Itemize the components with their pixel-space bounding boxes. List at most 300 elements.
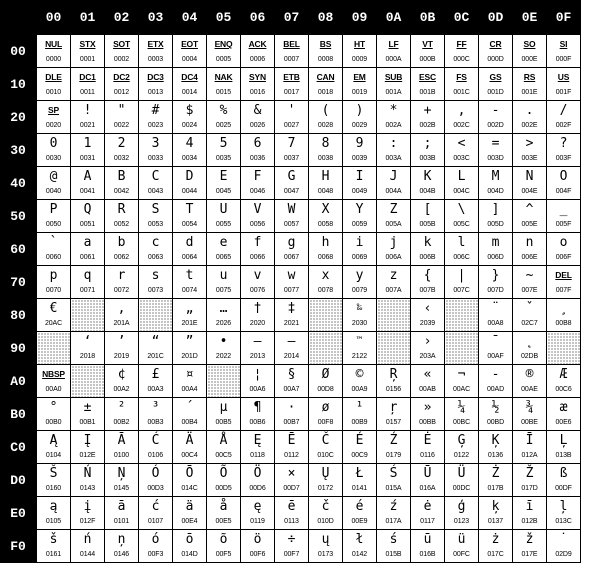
char-cell xyxy=(513,365,547,398)
control-abbreviation: BS xyxy=(319,39,332,49)
char-glyph: Š xyxy=(49,466,58,481)
column-header: 0C xyxy=(445,0,479,35)
char-cell xyxy=(343,266,377,299)
control-abbreviation: FS xyxy=(456,72,467,82)
char-glyph: Ó xyxy=(151,466,160,481)
char-code: 00C5 xyxy=(215,452,232,459)
char-cell xyxy=(343,134,377,167)
char-code: 0002 xyxy=(113,56,130,63)
control-abbreviation: EM xyxy=(353,72,366,82)
char-glyph: = xyxy=(491,136,500,151)
char-glyph: s xyxy=(151,268,160,283)
char-code: 0079 xyxy=(351,287,368,294)
column-header: 06 xyxy=(241,0,275,35)
char-cell xyxy=(445,530,479,563)
char-code: 016B xyxy=(419,551,436,558)
char-cell xyxy=(411,332,445,365)
char-glyph: z xyxy=(389,268,398,283)
char-code: 2020 xyxy=(249,320,266,327)
char-code: 00AE xyxy=(521,386,538,393)
char-code: 0074 xyxy=(181,287,198,294)
char-glyph: æ xyxy=(559,400,568,415)
char-glyph: | xyxy=(457,268,466,283)
char-cell xyxy=(207,431,241,464)
char-code: 0146 xyxy=(113,551,130,558)
char-cell xyxy=(445,497,479,530)
char-code: 00F8 xyxy=(317,419,334,426)
char-cell xyxy=(547,200,581,233)
char-cell xyxy=(377,233,411,266)
char-cell xyxy=(547,134,581,167)
char-code: 005A xyxy=(385,221,402,228)
char-code: 0001 xyxy=(79,56,96,63)
char-glyph: L xyxy=(457,169,466,184)
char-cell xyxy=(173,398,207,431)
char-code: 00B2 xyxy=(113,419,130,426)
char-code: 0161 xyxy=(45,551,62,558)
char-glyph: ¨ xyxy=(491,301,500,316)
char-code: 000F xyxy=(555,56,572,63)
row-header: F0 xyxy=(0,530,37,563)
char-glyph: U xyxy=(219,202,228,217)
char-cell xyxy=(241,431,275,464)
char-cell xyxy=(513,35,547,68)
char-glyph: Ū xyxy=(423,466,432,481)
char-cell xyxy=(343,398,377,431)
char-code: 0016 xyxy=(249,89,266,96)
char-code: 017C xyxy=(487,551,504,558)
char-code: 001B xyxy=(419,89,436,96)
char-cell xyxy=(139,530,173,563)
char-glyph: ` xyxy=(49,235,58,250)
char-code: 0055 xyxy=(215,221,232,228)
char-cell xyxy=(547,233,581,266)
char-code: 00AD xyxy=(486,386,505,393)
char-cell xyxy=(275,167,309,200)
char-glyph: Ż xyxy=(491,466,500,481)
char-code: 201C xyxy=(147,353,164,360)
column-header: 0B xyxy=(411,0,445,35)
char-glyph: ž xyxy=(525,532,534,547)
control-abbreviation: ACK xyxy=(248,39,267,49)
char-cell xyxy=(547,431,581,464)
char-cell xyxy=(445,35,479,68)
control-abbreviation: RS xyxy=(523,72,536,82)
control-abbreviation: NUL xyxy=(45,39,62,49)
row-header: D0 xyxy=(0,464,37,497)
char-code: 00E6 xyxy=(555,419,572,426)
column-header: 0F xyxy=(547,0,581,35)
char-glyph: t xyxy=(185,268,194,283)
char-cell xyxy=(343,233,377,266)
char-cell xyxy=(479,101,513,134)
char-glyph: G xyxy=(287,169,296,184)
char-glyph: . xyxy=(525,103,534,118)
char-cell xyxy=(377,167,411,200)
char-code: 0050 xyxy=(45,221,62,228)
char-code: 0030 xyxy=(45,155,62,162)
char-code: 006B xyxy=(419,254,436,261)
char-code: 0101 xyxy=(113,518,130,525)
char-cell xyxy=(37,68,71,101)
char-glyph: 5 xyxy=(219,136,228,151)
char-cell xyxy=(139,233,173,266)
char-code: 005D xyxy=(487,221,504,228)
control-abbreviation: SOT xyxy=(113,39,130,49)
char-cell xyxy=(479,68,513,101)
char-cell xyxy=(71,431,105,464)
char-code: 02D9 xyxy=(555,551,572,558)
char-glyph: ’ xyxy=(117,334,126,349)
char-cell xyxy=(377,101,411,134)
control-abbreviation: SP xyxy=(48,105,59,115)
char-cell xyxy=(241,35,275,68)
char-code: 016A xyxy=(419,485,436,492)
control-abbreviation: ESC xyxy=(419,72,436,82)
char-code: 0018 xyxy=(317,89,334,96)
char-code: 0048 xyxy=(317,188,334,195)
row-header: 80 xyxy=(0,299,37,332)
char-glyph: › xyxy=(423,334,432,349)
char-glyph: « xyxy=(423,367,432,382)
char-glyph: " xyxy=(117,103,126,118)
char-cell xyxy=(513,101,547,134)
char-cell xyxy=(309,398,343,431)
char-code: 007C xyxy=(453,287,470,294)
char-code: 203A xyxy=(419,353,436,360)
char-cell xyxy=(445,134,479,167)
column-header: 0D xyxy=(479,0,513,35)
char-code: 015B xyxy=(385,551,402,558)
char-glyph: E xyxy=(219,169,228,184)
char-glyph: ź xyxy=(389,499,398,514)
char-cell xyxy=(479,365,513,398)
undefined-cell xyxy=(139,299,173,332)
char-glyph: ˛ xyxy=(525,334,534,349)
char-cell xyxy=(275,464,309,497)
char-glyph: H xyxy=(321,169,330,184)
char-glyph: ę xyxy=(253,499,262,514)
char-code: 0010 xyxy=(45,89,62,96)
char-code: 017A xyxy=(385,518,402,525)
char-code: 006A xyxy=(385,254,402,261)
char-code: 0077 xyxy=(283,287,300,294)
char-glyph: Ļ xyxy=(559,433,568,448)
char-glyph: Ė xyxy=(423,433,432,448)
char-cell xyxy=(37,365,71,398)
char-glyph: % xyxy=(219,103,228,118)
char-glyph: ö xyxy=(253,532,262,547)
table-body xyxy=(0,35,581,563)
char-glyph: Ę xyxy=(253,433,262,448)
column-header: 09 xyxy=(343,0,377,35)
char-cell xyxy=(547,299,581,332)
char-code: 00F5 xyxy=(215,551,232,558)
table-row xyxy=(0,365,581,398)
char-glyph: / xyxy=(559,103,568,118)
char-glyph: ¾ xyxy=(525,400,534,415)
undefined-cell xyxy=(207,365,241,398)
char-glyph: Q xyxy=(83,202,92,217)
char-cell xyxy=(37,101,71,134)
char-glyph: Ö xyxy=(253,466,262,481)
char-code: 0072 xyxy=(113,287,130,294)
char-cell xyxy=(37,134,71,167)
char-code: 0137 xyxy=(487,518,504,525)
char-cell xyxy=(105,233,139,266)
undefined-cell xyxy=(309,332,343,365)
char-glyph: h xyxy=(321,235,330,250)
char-glyph: † xyxy=(253,301,262,316)
char-code: 00D6 xyxy=(249,485,266,492)
char-glyph: č xyxy=(321,499,330,514)
table-row xyxy=(0,299,581,332)
char-code: 0143 xyxy=(79,485,96,492)
char-cell xyxy=(173,365,207,398)
char-glyph: O xyxy=(559,169,568,184)
char-cell xyxy=(309,497,343,530)
char-code: 0069 xyxy=(351,254,368,261)
char-glyph: 0 xyxy=(49,136,58,151)
char-cell xyxy=(105,464,139,497)
char-glyph: Z xyxy=(389,202,398,217)
char-cell xyxy=(139,134,173,167)
char-code: 2030 xyxy=(351,320,368,327)
char-cell xyxy=(479,134,513,167)
column-header: 0E xyxy=(513,0,547,35)
row-header: C0 xyxy=(0,431,37,464)
char-cell xyxy=(71,167,105,200)
char-cell xyxy=(37,266,71,299)
char-cell xyxy=(377,35,411,68)
char-code: 00BE xyxy=(521,419,538,426)
char-cell xyxy=(309,200,343,233)
char-glyph: Į xyxy=(83,433,92,448)
char-code: 017E xyxy=(521,551,538,558)
char-cell xyxy=(241,233,275,266)
char-cell xyxy=(275,398,309,431)
char-code: 2021 xyxy=(283,320,300,327)
char-cell xyxy=(445,233,479,266)
char-code: 0104 xyxy=(45,452,62,459)
char-code: 015A xyxy=(385,485,402,492)
char-glyph: į xyxy=(83,499,92,514)
char-glyph: Ē xyxy=(287,433,296,448)
char-code: 00A0 xyxy=(45,386,62,393)
char-code: 0059 xyxy=(351,221,368,228)
char-cell xyxy=(139,266,173,299)
undefined-cell xyxy=(71,365,105,398)
char-code: 0044 xyxy=(181,188,198,195)
char-cell xyxy=(479,167,513,200)
char-cell xyxy=(309,530,343,563)
char-code: 0179 xyxy=(385,452,402,459)
char-cell xyxy=(173,266,207,299)
char-code: 0015 xyxy=(215,89,232,96)
char-cell xyxy=(479,332,513,365)
char-cell xyxy=(241,134,275,167)
char-cell xyxy=(513,299,547,332)
char-code: 00BB xyxy=(419,419,436,426)
char-glyph: S xyxy=(151,202,160,217)
char-code: 007A xyxy=(385,287,402,294)
char-code: 00A2 xyxy=(113,386,130,393)
char-cell xyxy=(445,101,479,134)
char-code: 0113 xyxy=(284,518,299,525)
char-glyph: 1 xyxy=(83,136,92,151)
char-glyph: å xyxy=(219,499,228,514)
char-cell xyxy=(343,68,377,101)
char-cell xyxy=(173,68,207,101)
char-code: 0106 xyxy=(147,452,164,459)
char-code: 0023 xyxy=(147,122,164,129)
char-code: 002C xyxy=(453,122,470,129)
char-glyph: Ŗ xyxy=(389,367,398,382)
char-code: 0073 xyxy=(147,287,164,294)
char-cell xyxy=(513,167,547,200)
char-cell xyxy=(309,431,343,464)
char-code: 0141 xyxy=(351,485,368,492)
row-header: 90 xyxy=(0,332,37,365)
char-code: 2013 xyxy=(249,353,266,360)
char-code: 0173 xyxy=(317,551,334,558)
char-glyph: ń xyxy=(83,532,92,547)
char-glyph: i xyxy=(355,235,364,250)
char-code: 0028 xyxy=(317,122,334,129)
char-glyph: ż xyxy=(491,532,500,547)
char-cell xyxy=(37,299,71,332)
char-code: 0007 xyxy=(283,56,300,63)
char-glyph: J xyxy=(389,169,398,184)
char-cell xyxy=(241,68,275,101)
char-glyph: » xyxy=(423,400,432,415)
control-abbreviation: DEL xyxy=(555,270,572,280)
char-code: 0003 xyxy=(147,56,164,63)
char-cell xyxy=(411,497,445,530)
char-code: 02DB xyxy=(520,353,539,360)
char-cell xyxy=(71,266,105,299)
table-row xyxy=(0,431,581,464)
char-glyph: ) xyxy=(355,103,364,118)
char-code: 004F xyxy=(555,188,572,195)
char-cell xyxy=(139,35,173,68)
table-row xyxy=(0,332,581,365)
char-code: 00A6 xyxy=(249,386,266,393)
char-glyph: ¯ xyxy=(491,334,500,349)
char-cell xyxy=(105,101,139,134)
char-code: 017D xyxy=(521,485,538,492)
char-code: 00B5 xyxy=(215,419,232,426)
char-cell xyxy=(173,431,207,464)
char-glyph: “ xyxy=(151,334,160,349)
char-cell xyxy=(105,167,139,200)
char-glyph: ņ xyxy=(117,532,126,547)
char-glyph: Ō xyxy=(185,466,194,481)
char-code: 0006 xyxy=(249,56,266,63)
char-code: 0000 xyxy=(45,56,62,63)
char-glyph: ² xyxy=(117,400,126,415)
char-glyph: Ą xyxy=(49,433,58,448)
char-code: 001A xyxy=(385,89,402,96)
char-code: 0071 xyxy=(79,287,96,294)
char-cell xyxy=(139,365,173,398)
char-code: 0063 xyxy=(147,254,164,261)
char-code: 0011 xyxy=(80,89,95,96)
char-glyph: Ķ xyxy=(491,433,500,448)
control-abbreviation: LF xyxy=(388,39,399,49)
char-code: 006E xyxy=(521,254,538,261)
char-cell xyxy=(343,497,377,530)
control-abbreviation: STX xyxy=(79,39,96,49)
char-glyph: k xyxy=(423,235,432,250)
char-glyph: µ xyxy=(219,400,228,415)
control-abbreviation: ETB xyxy=(283,72,300,82)
char-cell xyxy=(513,134,547,167)
char-code: 00BD xyxy=(486,419,505,426)
table-row xyxy=(0,464,581,497)
table-row xyxy=(0,497,581,530)
char-cell xyxy=(309,167,343,200)
char-cell xyxy=(71,497,105,530)
char-code: 00DC xyxy=(452,485,471,492)
char-cell xyxy=(241,299,275,332)
char-code: 004A xyxy=(385,188,402,195)
char-code: 0021 xyxy=(79,122,96,129)
char-cell xyxy=(513,266,547,299)
char-code: 006C xyxy=(453,254,470,261)
char-code: 0024 xyxy=(181,122,198,129)
char-code: 003A xyxy=(385,155,402,162)
control-abbreviation: GS xyxy=(489,72,502,82)
char-cell xyxy=(139,398,173,431)
char-cell xyxy=(207,332,241,365)
char-code: 004B xyxy=(419,188,436,195)
char-code: 0065 xyxy=(215,254,232,261)
char-code: 00C6 xyxy=(555,386,572,393)
char-glyph: ¸ xyxy=(559,301,568,316)
char-cell xyxy=(547,398,581,431)
char-code: 0013 xyxy=(147,89,164,96)
char-glyph: K xyxy=(423,169,432,184)
char-cell xyxy=(547,365,581,398)
char-cell xyxy=(173,200,207,233)
char-glyph: ś xyxy=(389,532,398,547)
char-glyph: É xyxy=(355,433,364,448)
char-glyph: é xyxy=(355,499,364,514)
char-cell xyxy=(173,299,207,332)
char-code: 001C xyxy=(453,89,470,96)
char-cell xyxy=(479,464,513,497)
char-code: 0112 xyxy=(284,452,299,459)
char-code: 00B7 xyxy=(283,419,300,426)
char-cell xyxy=(207,464,241,497)
char-code: 00F3 xyxy=(147,551,164,558)
char-glyph: , xyxy=(117,301,126,316)
char-glyph: + xyxy=(423,103,432,118)
char-code: 00D8 xyxy=(317,386,334,393)
char-glyph: g xyxy=(287,235,296,250)
char-code: 002D xyxy=(487,122,504,129)
char-glyph: ” xyxy=(185,334,194,349)
char-cell xyxy=(275,431,309,464)
control-abbreviation: SYN xyxy=(249,72,266,82)
char-cell xyxy=(445,464,479,497)
char-code: 00A3 xyxy=(147,386,164,393)
table-row xyxy=(0,167,581,200)
char-glyph: ¬ xyxy=(457,367,466,382)
char-glyph: Ņ xyxy=(117,466,126,481)
char-code: 2022 xyxy=(215,353,232,360)
